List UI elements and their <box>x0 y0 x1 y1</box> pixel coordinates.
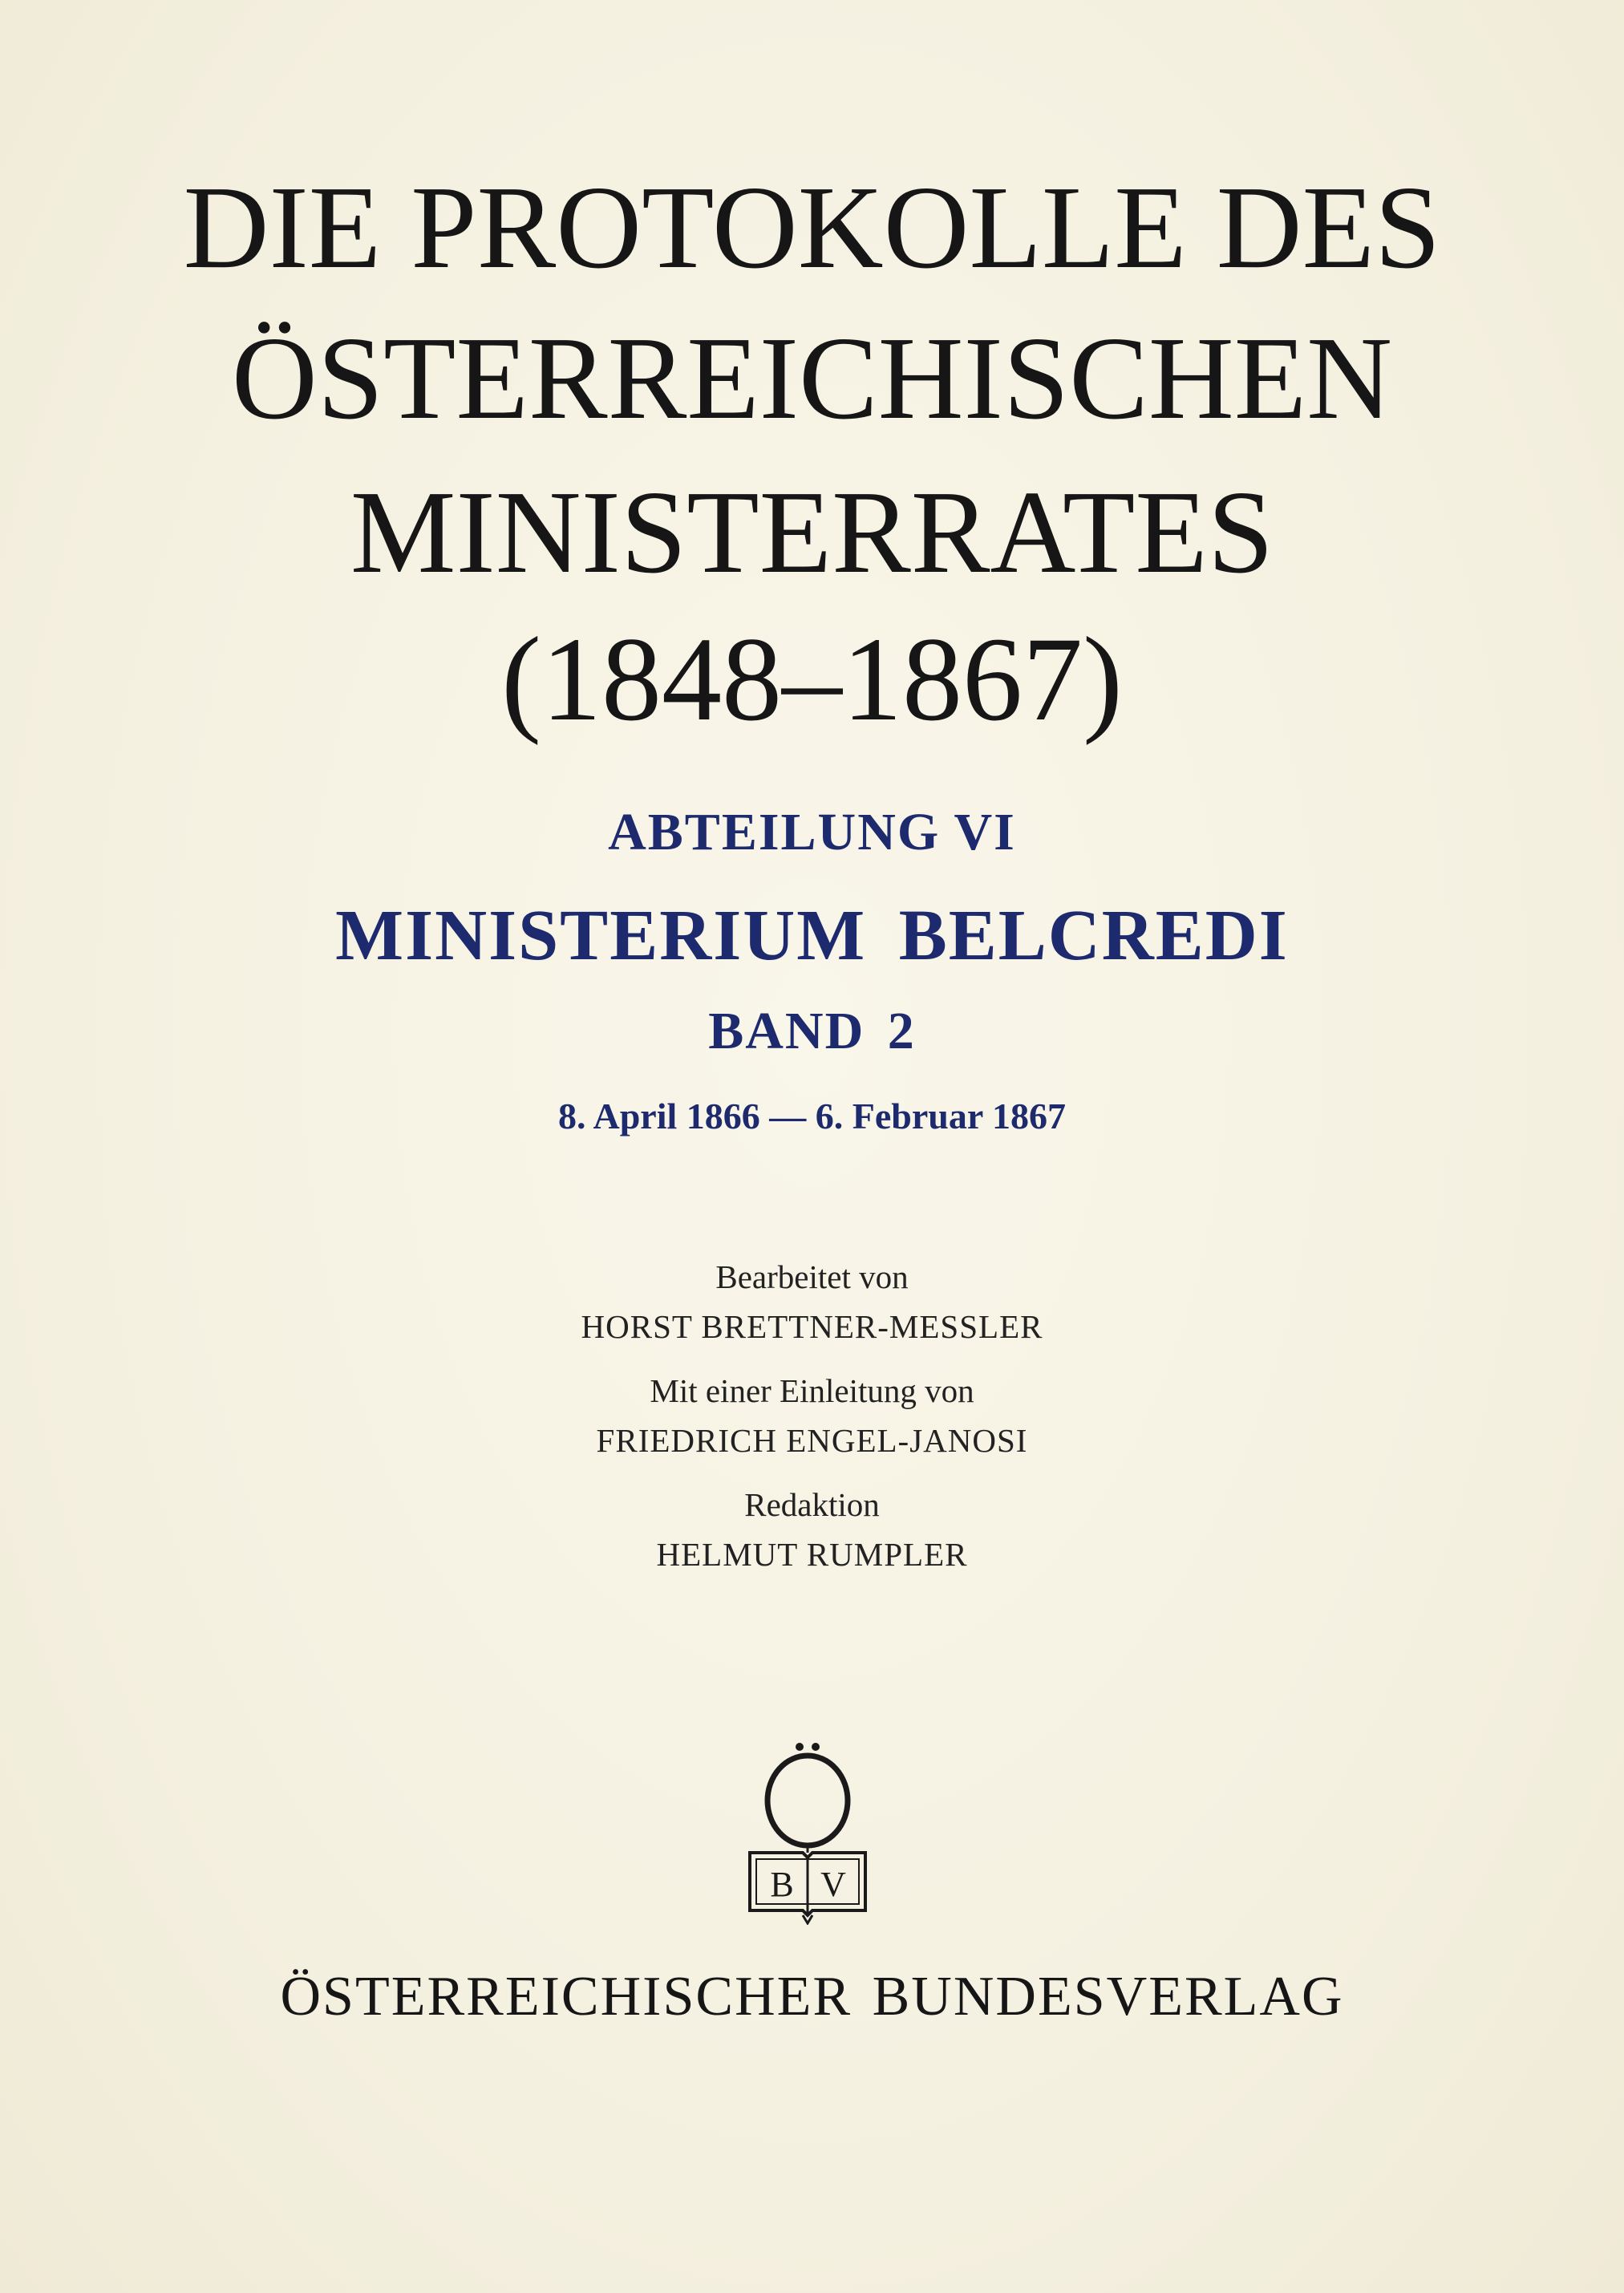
publisher-logo-icon <box>743 1732 872 1925</box>
logo-letter-v: V <box>820 1865 846 1904</box>
ministry-heading: MINISTERIUM BELCREDI <box>335 896 1289 975</box>
introduction-label: Mit einer Einleitung von <box>650 1372 974 1409</box>
date-range: 8. April 1866 — 6. Februar 1867 <box>558 1096 1066 1136</box>
edited-by-label: Bearbeitet von <box>715 1258 909 1295</box>
volume-heading: BAND 2 <box>708 1002 916 1060</box>
title-line-2: ÖSTERREICHISCHEN <box>231 313 1393 444</box>
redactor-name: HELMUT RUMPLER <box>656 1536 968 1573</box>
logo-letter-b: B <box>770 1865 794 1904</box>
title-line-3: MINISTERRATES <box>350 467 1274 598</box>
editor-name: HORST BRETTNER-MESSLER <box>581 1308 1043 1345</box>
title-line-1: DIE PROTOKOLLE DES <box>183 162 1441 294</box>
title-years: (1848–1867) <box>501 613 1123 746</box>
section-heading: ABTEILUNG VI <box>608 803 1016 861</box>
publisher-name: ÖSTERREICHISCHER BUNDESVERLAG <box>280 1966 1344 2028</box>
redaction-label: Redaktion <box>744 1486 880 1523</box>
introduction-author: FRIEDRICH ENGEL-JANOSI <box>596 1422 1028 1459</box>
